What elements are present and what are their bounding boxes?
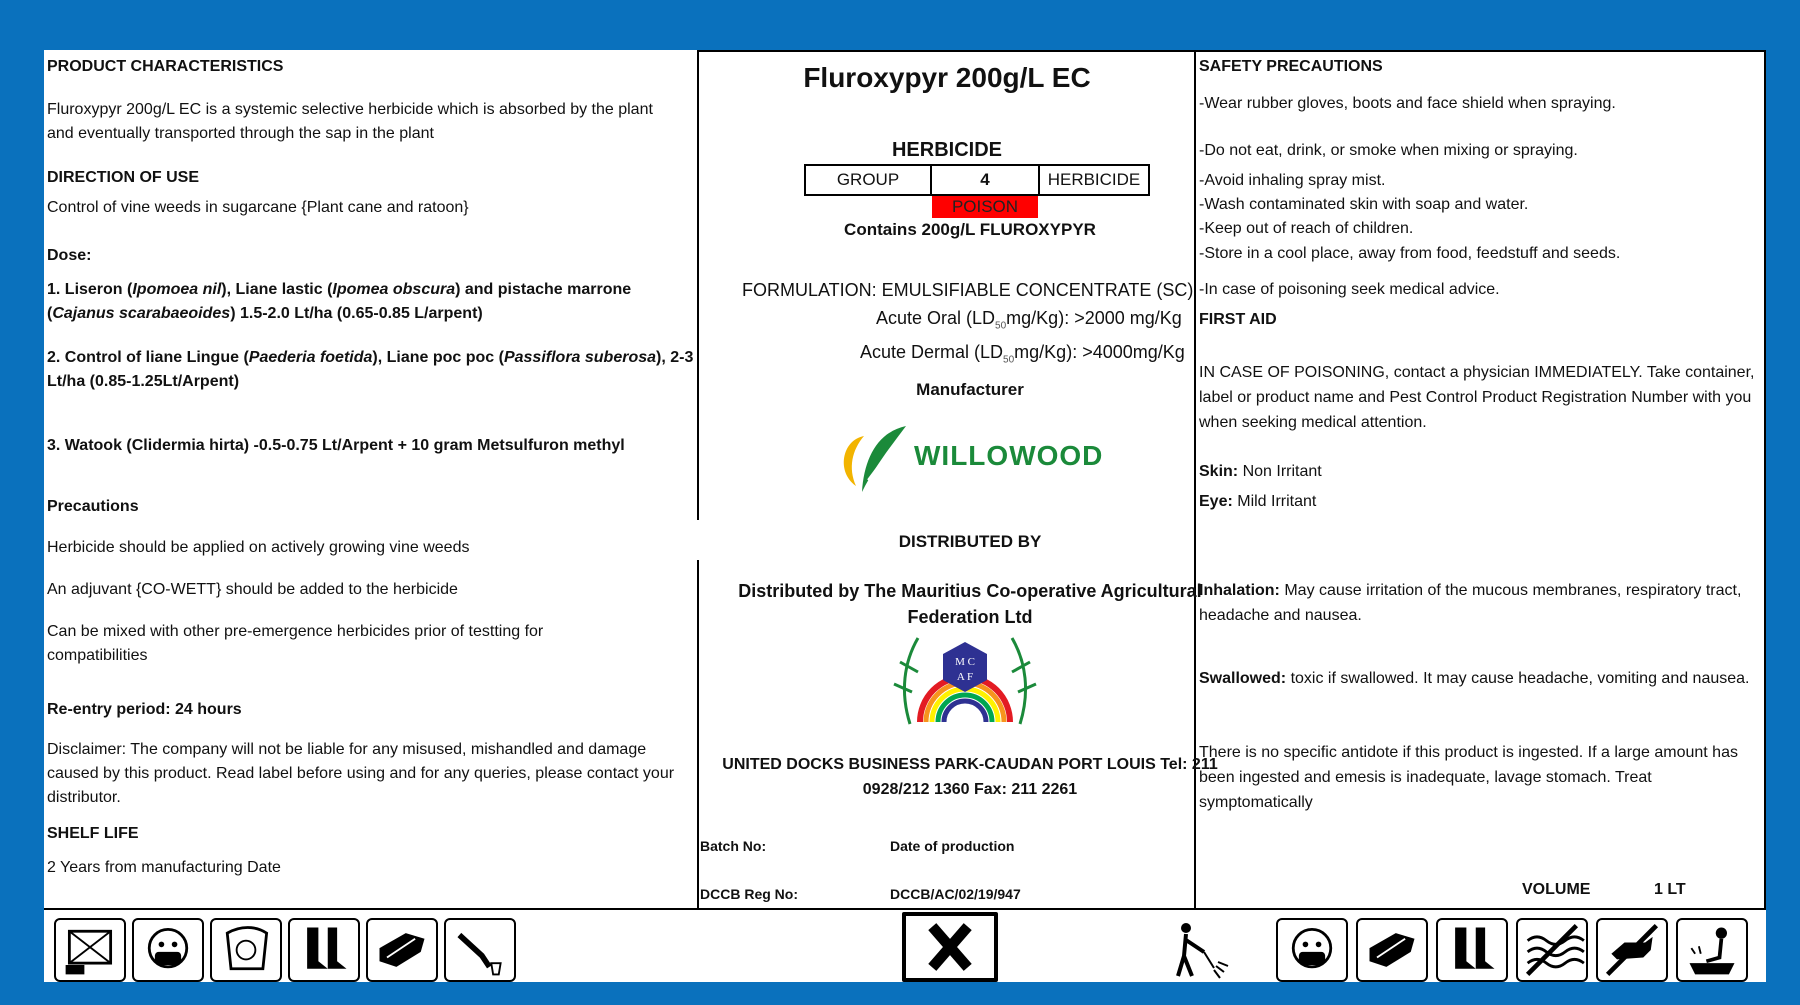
dose-2: 2. Control of liane Lingue (Paederia foetida), Liane poc poc (Passiflora suberosa), 2-3 Lt/ha (0.85-1.25Lt/Arpent) [47, 349, 694, 390]
distributor-address: UNITED DOCKS BUSINESS PARK-CAUDAN PORT LOUIS Tel: 211 0928/212 1360 Fax: 211 2261 [722, 756, 1218, 798]
boots-icon [288, 918, 360, 982]
precautions-heading: Precautions [47, 498, 139, 515]
manufacturer-label: Manufacturer [916, 380, 1024, 399]
dose-3: 3. Watook (Clidermia hirta) -0.5-0.75 Lt/Arpent + 10 gram Metsulfuron methyl [47, 437, 625, 454]
direction-heading: DIRECTION OF USE [47, 169, 200, 186]
svg-text:A F: A F [956, 671, 974, 683]
divider-left [697, 50, 699, 520]
group-table [804, 164, 1150, 196]
direction-text: Control of vine weeds in sugarcane {Plant cane and ratoon} [47, 199, 469, 216]
safety-7: -In case of poisoning seek medical advice. [1199, 281, 1500, 298]
distributor-name: Distributed by The Mauritius Co-operative Agricultural Federation Ltd [738, 581, 1202, 627]
reentry-period: Re-entry period: 24 hours [47, 701, 242, 718]
pictogram-strip [44, 908, 1766, 984]
batch-label: Batch No: [700, 838, 767, 854]
spraying-worker-icon [1164, 918, 1236, 982]
skin-info: Skin: Non Irritant [1199, 463, 1322, 480]
willowood-wordmark: WILLOWOOD [914, 440, 1104, 471]
volume-label: VOLUME [1522, 881, 1591, 898]
divider-left-lower [697, 560, 699, 908]
dccb-value: DCCB/AC/02/19/947 [890, 886, 1021, 902]
face-shield-icon [210, 918, 282, 982]
dccb-label: DCCB Reg No: [700, 886, 798, 902]
willowood-leaf-icon [834, 422, 914, 502]
acute-dermal: Acute Dermal $(LD_{50}mg/Kg)$: >4000mg/Kg [860, 342, 1185, 366]
wash-hands-icon [444, 918, 516, 982]
wash-after-use-icon [1676, 918, 1748, 982]
mcaf-emblem-icon [890, 632, 1040, 736]
volume-value: 1 LT [1654, 881, 1686, 898]
harmful-hazard-icon [902, 912, 998, 982]
svg-text:M C: M C [955, 656, 975, 668]
safety-3: -Avoid inhaling spray mist. [1199, 172, 1386, 189]
contains-text: Contains 200g/L FLUROXYPYR [844, 220, 1096, 239]
gloves-icon-2 [1356, 918, 1428, 982]
shelf-life-text: 2 Years from manufacturing Date [47, 859, 281, 876]
precaution-2: An adjuvant {CO-WETT} should be added to the herbicide [47, 581, 458, 598]
safety-4: -Wash contaminated skin with soap and water. [1199, 196, 1529, 213]
safety-5: -Keep out of reach of children. [1199, 220, 1414, 237]
gloves-icon [366, 918, 438, 982]
product-title: Fluroxypyr 200g/L EC [803, 62, 1091, 93]
formulation-text: FORMULATION: EMULSIFIABLE CONCENTRATE (SC) [742, 280, 1194, 300]
first-aid-heading: FIRST AID [1199, 311, 1277, 328]
safety-6: -Store in a cool place, away from food, feedstuff and seeds. [1199, 245, 1621, 262]
no-water-contamination-icon [1516, 918, 1588, 982]
label-top-border [697, 50, 1766, 52]
group-value: 4 [932, 166, 1040, 194]
disclaimer: Disclaimer: The company will not be liable for any misused, mishandled and damage caused by this product. Read label before using and for any queries, please contact your distributor. [47, 741, 675, 806]
shelf-life-heading: SHELF LIFE [47, 825, 139, 842]
no-livestock-icon [1596, 918, 1668, 982]
poison-badge: POISON [932, 196, 1038, 218]
face-mask-icon-2 [1276, 918, 1348, 982]
inhalation-info: Inhalation: May cause irritation of the mucous membranes, respiratory tract, headache and nausea. [1199, 582, 1742, 624]
first-aid-text: IN CASE OF POISONING, contact a physician IMMEDIATELY. Take container, label or product name and Pest Control Product Registration Number with you when seeking medical attention. [1199, 364, 1755, 431]
swallowed-info: Swallowed: toxic if swallowed. It may cause headache, vomiting and nausea. [1199, 670, 1750, 687]
safety-heading: SAFETY PRECAUTIONS [1199, 58, 1383, 75]
label-right-border [1764, 50, 1766, 908]
willowood-logo [834, 422, 1114, 502]
product-heading: PRODUCT CHARACTERISTICS [47, 58, 284, 75]
group-label: GROUP [806, 166, 932, 194]
herbicide-heading: HERBICIDE [891, 139, 1002, 161]
group-type: HERBICIDE [1047, 170, 1141, 189]
production-date-label: Date of production [890, 838, 1015, 854]
pesticide-label [44, 50, 1766, 982]
acute-oral: Acute Oral $(LD_{50}mg/Kg)$: >2000 mg/Kg [876, 308, 1182, 332]
eye-info: Eye: Mild Irritant [1199, 493, 1317, 510]
face-mask-icon [132, 918, 204, 982]
distributed-heading: DISTRIBUTED BY [898, 532, 1042, 551]
precaution-3: Can be mixed with other pre-emergence herbicides prior of testting for compatibilities [47, 623, 544, 664]
antidote-info: There is no specific antidote if this product is ingested. If a large amount has been ingested and emesis is inadequate, lavage stomach. Treat symptomatically [1199, 744, 1738, 811]
dose-1: 1. Liseron (Ipomoea nil), Liane lastic (Ipomea obscura) and pistache marrone (Cajanus scarabaeoides) 1.5-2.0 Lt/ha (0.65-0.85 L/arpent) [47, 281, 632, 322]
dose-heading: Dose: [47, 247, 92, 264]
product-text: Fluroxypyr 200g/L EC is a systemic selective herbicide which is absorbed by the plant and eventually transported through the sap in the plant [47, 101, 653, 142]
mcaf-logo [890, 632, 1040, 736]
boots-icon-2 [1436, 918, 1508, 982]
storage-lock-icon [54, 918, 126, 982]
precaution-1: Herbicide should be applied on actively growing vine weeds [47, 539, 470, 556]
safety-2: -Do not eat, drink, or smoke when mixing or spraying. [1199, 142, 1578, 159]
safety-1: -Wear rubber gloves, boots and face shield when spraying. [1199, 95, 1616, 112]
